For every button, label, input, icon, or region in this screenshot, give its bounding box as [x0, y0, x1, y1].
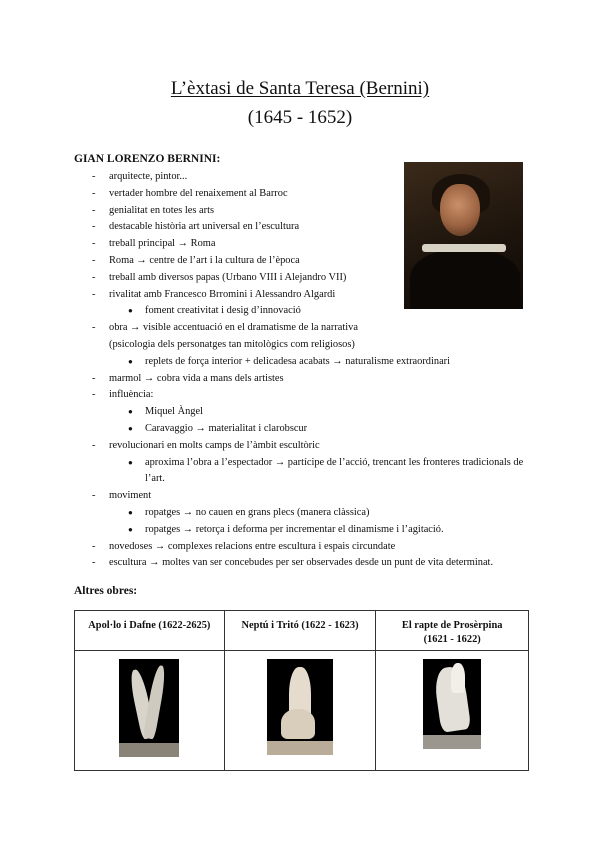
list-item: - escultura → moltes van ser concebudes per ser observades desde un punt de vita determinat.	[92, 557, 494, 569]
list-item: - genialitat en totes les arts	[92, 204, 215, 216]
other-works-table	[74, 610, 529, 771]
list-item: - vertader hombre del renaixement al Barroc	[92, 187, 288, 199]
list-item: - influència:	[92, 389, 154, 401]
list-item: - arquitecte, pintor...	[92, 171, 188, 182]
neptune-triton-image	[267, 659, 333, 755]
page-subtitle-dates: (1645 - 1652)	[247, 107, 353, 128]
list-item-continuation: (psicologia dels personatges tan mitològics com religiosos)	[109, 338, 355, 350]
sub-list-item: ● replets de força interior + delicadesa acabats → naturalisme extraordinari	[128, 355, 451, 367]
table-cell	[75, 651, 225, 771]
sub-list-item: ● ropatges → retorça i deforma per incrementar el dinamisme i l’agitació.	[128, 523, 444, 535]
table-row	[75, 651, 529, 771]
table-header-cell: El rapte de Prosèrpina (1621 - 1622)	[376, 611, 529, 651]
table-header-row	[75, 611, 529, 651]
table-cell	[224, 651, 376, 771]
sub-list-item: ● ropatges → no cauen en grans plecs (manera clàssica)	[128, 506, 370, 518]
list-item: - treball principal → Roma	[92, 238, 216, 250]
list-item: - obra → visible accentuació en el dramatisme de la narrativa	[92, 322, 358, 334]
table-header-cell: Neptú i Tritó (1622 - 1623)	[224, 611, 376, 651]
list-item: - marmol → cobra vida a mans dels artistes	[92, 372, 284, 384]
list-item: - novedoses → complexes relacions entre escultura i espais circundate	[92, 540, 396, 552]
list-item: - treball amb diversos papas (Urbano VIII i Alejandro VII)	[92, 271, 347, 283]
proserpina-image	[423, 659, 481, 749]
list-item: - Roma → centre de l’art i la cultura de l’època	[92, 254, 300, 266]
list-item: - destacable història art universal en l’escultura	[92, 221, 300, 233]
bernini-portrait-image	[404, 162, 523, 309]
sub-list-item: ● Miquel Àngel	[128, 406, 204, 418]
bio-heading: GIAN LORENZO BERNINI:	[74, 153, 221, 165]
list-item: - rivalitat amb Francesco Brromini i Alessandro Algardi	[92, 288, 336, 300]
apollo-daphne-image	[119, 659, 179, 757]
sub-list-item: ● Caravaggio → materialitat i clarobscur	[128, 422, 308, 434]
table-cell	[376, 651, 529, 771]
table-header-cell: Apol·lo i Dafne (1622-2625)	[75, 611, 225, 651]
other-works-heading: Altres obres:	[74, 585, 138, 597]
list-item: - revolucionari en molts camps de l’àmbit escultòric	[92, 439, 320, 451]
list-item: - moviment	[92, 490, 152, 502]
page-title: L’èxtasi de Santa Teresa (Bernini)	[170, 78, 430, 99]
sub-list-item: ● aproxima l’obra a l’espectador → partícipe de l’acció, trencant les fronteres tradicionals de l’art.	[128, 456, 524, 485]
sub-list-item: ● foment creativitat i desig d’innovació	[128, 305, 301, 317]
